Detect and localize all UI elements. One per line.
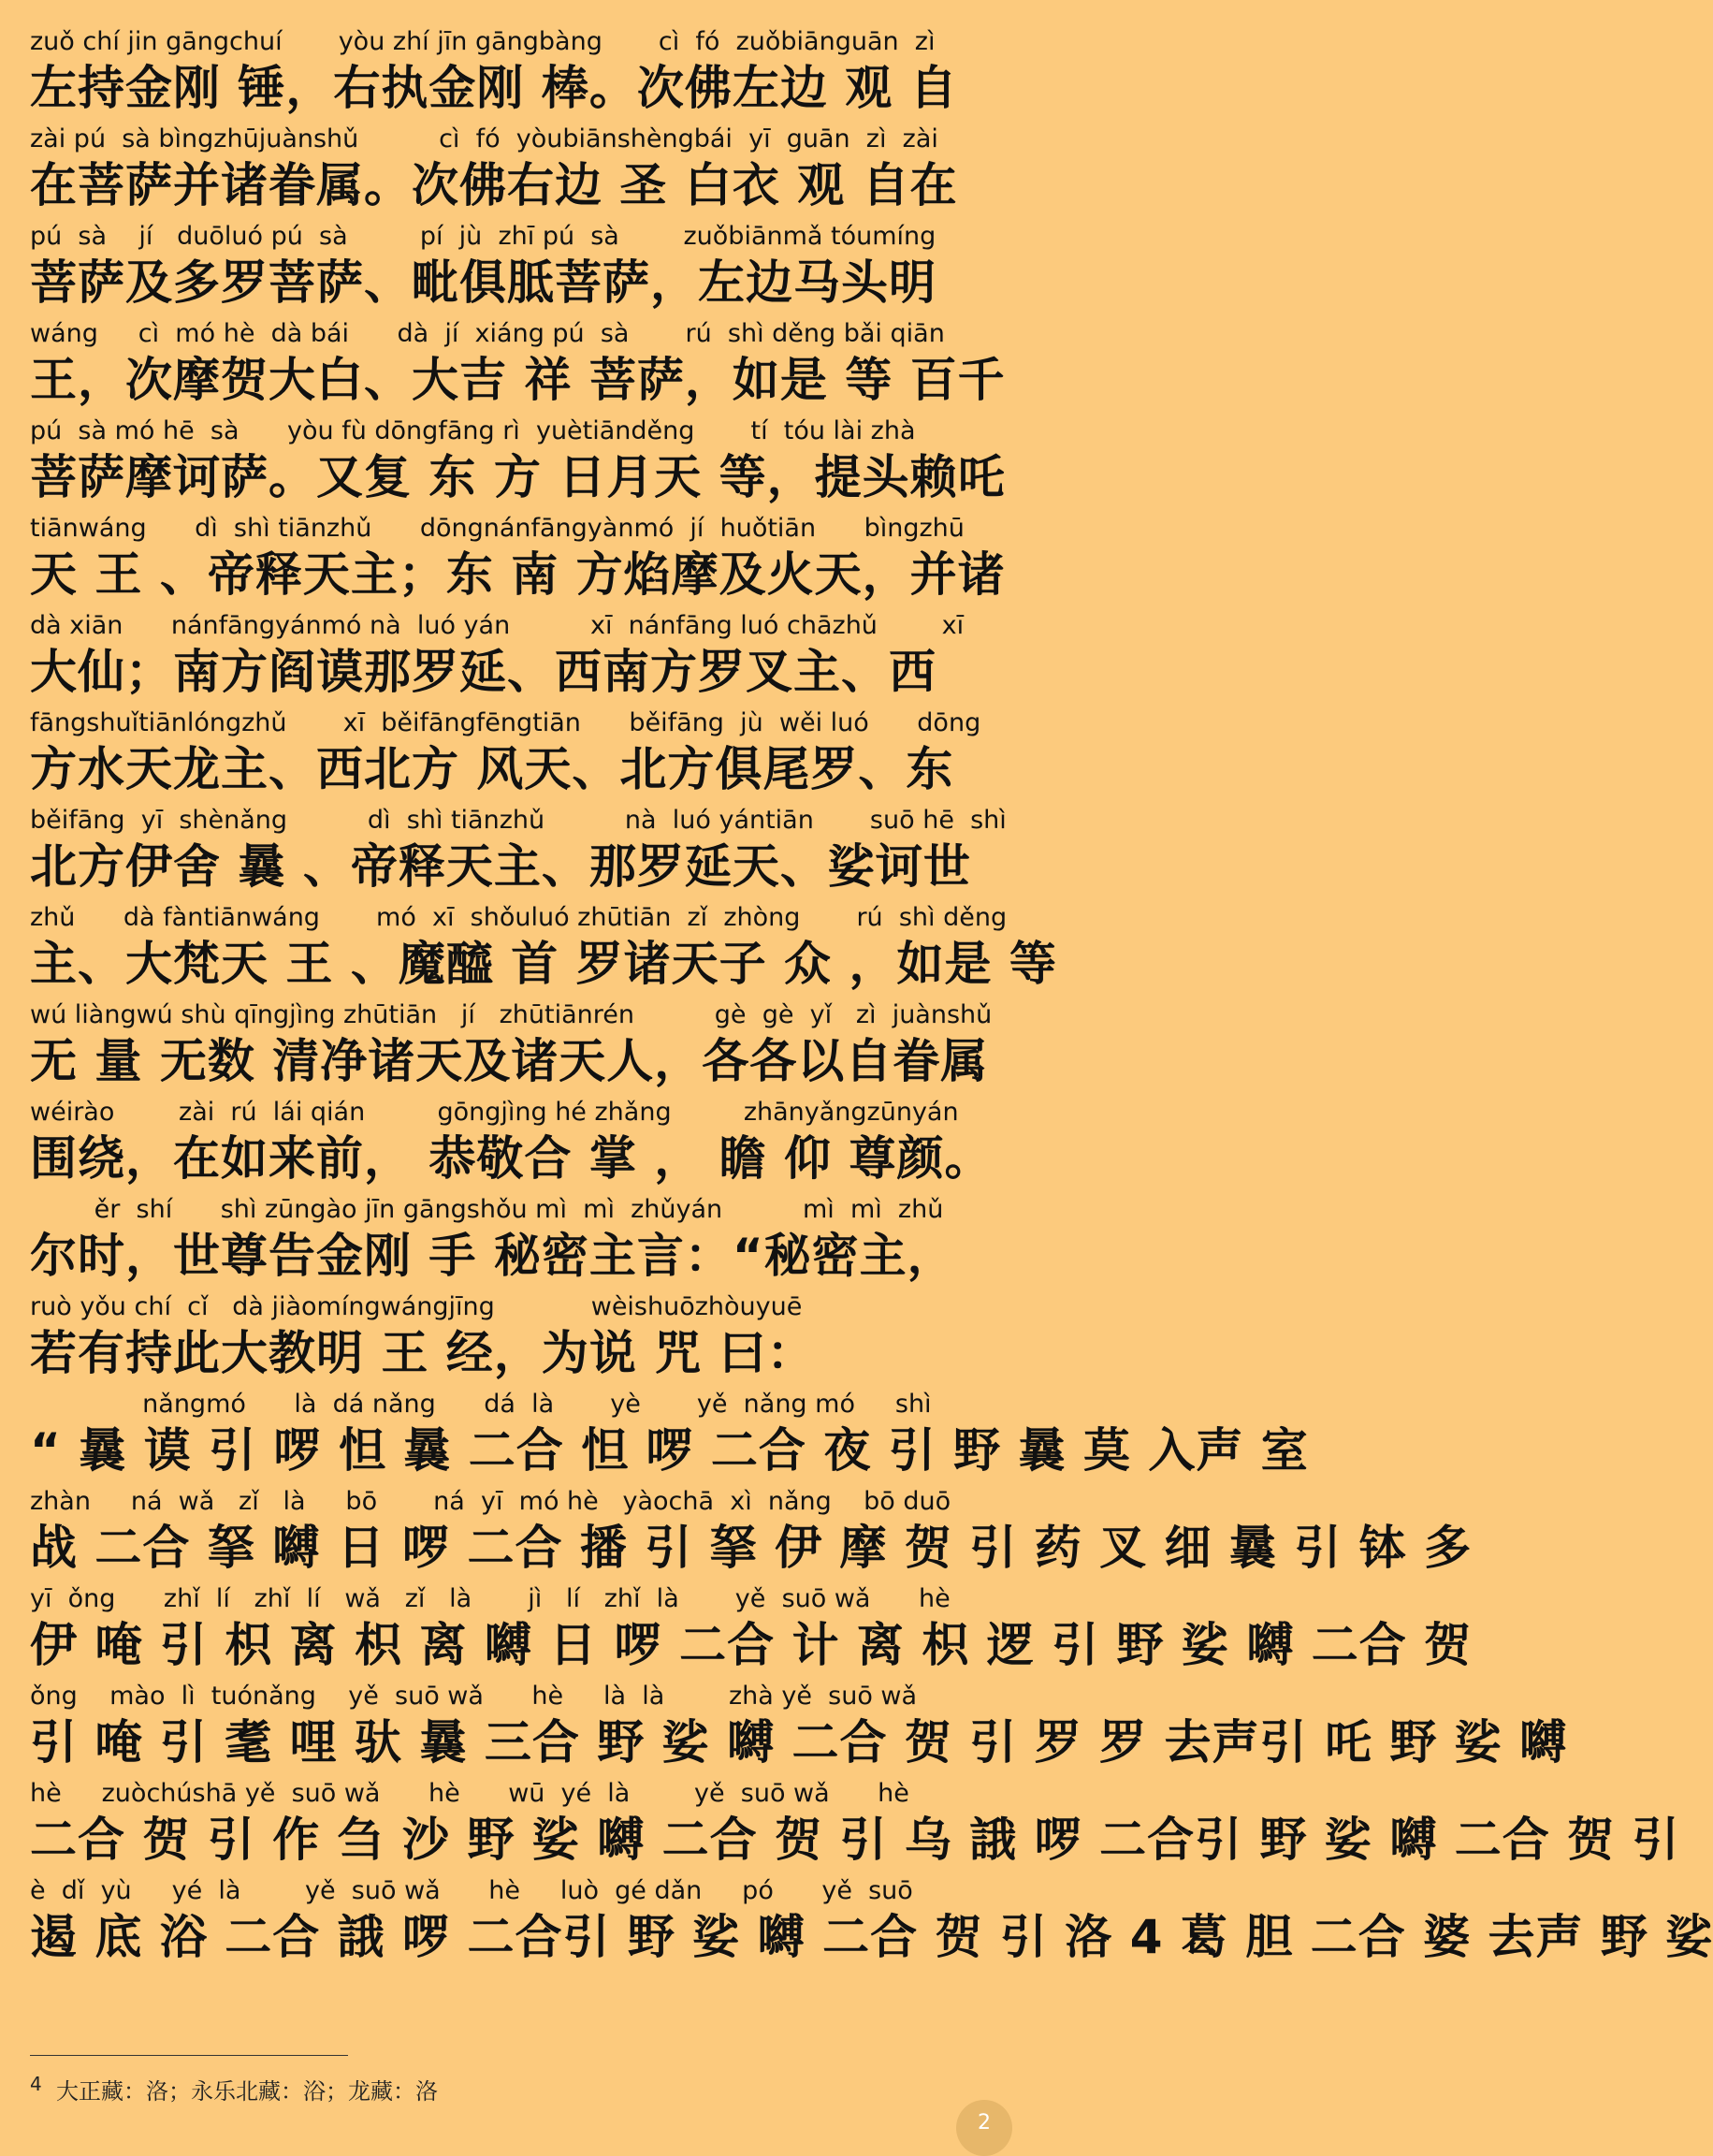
text-line	[30, 26, 984, 118]
pinyin-line: wú liàngwú shù qīngjìng zhūtiān jí zhūtiānrén gè gè yǐ zì juànshǔ	[30, 1000, 993, 1029]
footnote-divider	[30, 2055, 348, 2056]
text-line	[30, 1681, 1568, 1772]
pinyin-line: zhàn ná wǎ zǐ là bō ná yī mó hè yàochā xì nǎng bō duō	[30, 1487, 951, 1516]
text-line	[30, 415, 1006, 507]
hanzi-line: 大仙；南方阎谟那罗延、西南方罗叉主、西	[30, 645, 936, 699]
pinyin-line: hè zuòchúshā yě suō wǎ hè wū yé là yě suō wǎ hè	[30, 1779, 909, 1808]
hanzi-line: 若有持此大教明 王 经，为说 咒 曰：	[30, 1326, 815, 1380]
hanzi-line: 尔时，世尊告金刚 手 秘密主言：“秘密主，	[30, 1229, 955, 1283]
text-line	[30, 1778, 1680, 1870]
pinyin-line: tiānwáng dì shì tiānzhǔ dōngnánfāngyànmó jí huǒtiān bìngzhū	[30, 514, 965, 543]
pinyin-line: yī ǒng zhǐ lí zhǐ lí wǎ zǐ là jì lí zhǐ là yě suō wǎ hè	[30, 1584, 951, 1613]
pinyin-line: zuǒ chí jin gāngchuí yòu zhí jīn gāngbàng cì fó zuǒbiānguān zì	[30, 27, 936, 56]
page-number-badge: 2	[956, 2100, 1012, 2156]
hanzi-line: 天 王 、帝释天主；东 南 方焰摩及火天，并诸	[30, 547, 1006, 602]
pinyin-line: ruò yǒu chí cǐ dà jiàomíngwángjīng wèishuōzhòuyuē	[30, 1292, 803, 1321]
text-line	[30, 902, 1057, 994]
pinyin-line: fāngshuǐtiānlóngzhǔ xī běifāngfēngtiān běifāng jù wěi luó dōng	[30, 708, 981, 737]
text-line	[30, 707, 984, 799]
hanzi-line: 主、大梵天 王 、魔醯 首 罗诸天子 众 ，如是 等	[30, 937, 1057, 991]
pinyin-line: nǎngmó là dá nǎng dá là yè yě nǎng mó shì	[30, 1390, 932, 1419]
pinyin-line: pú sà jí duōluó pú sà pí jù zhī pú sà zuǒbiānmǎ tóumíng	[30, 222, 936, 251]
text-line	[30, 1194, 984, 1286]
pinyin-line: wáng cì mó hè dà bái dà jí xiáng pú sà rú shì děng bǎi qiān	[30, 319, 945, 348]
hanzi-line: 方水天龙主、西北方 风天、北方俱尾罗、东	[30, 742, 954, 796]
hanzi-line: 无 量 无数 清净诸天及诸天人，各各以自眷属	[30, 1034, 989, 1088]
text-line	[30, 610, 984, 702]
text-line	[30, 1486, 1473, 1578]
hanzi-line: 围绕，在如来前， 恭敬合 掌 ， 瞻 仰 尊颜。	[30, 1131, 993, 1186]
hanzi-line: 引 唵 引 耄 哩 驮 曩 三合 野 娑 嚩 二合 贺 引 罗 罗 去声引 吒 野 娑 嚩	[30, 1715, 1568, 1770]
pinyin-line: pú sà mó hē sà yòu fù dōngfāng rì yuètiānděng tí tóu lài zhà	[30, 416, 916, 445]
text-line	[30, 221, 984, 313]
hanzi-line: 遏 底 浴 二合 誐 啰 二合引 野 娑 嚩 二合 贺 引 洛 4 葛 胆 二合 婆 去声 野 娑	[30, 1910, 1713, 1964]
pinyin-line: běifāng yī shènǎng dì shì tiānzhǔ nà luó yántiān suō hē shì	[30, 806, 1007, 835]
text-line	[30, 124, 984, 215]
hanzi-line: 菩萨及多罗菩萨、毗俱胝菩萨，左边马头明	[30, 255, 936, 310]
text-line	[30, 318, 1006, 410]
text-line	[30, 805, 1007, 896]
pinyin-line: ǒng mào lì tuónǎng yě suō wǎ hè là là zhà yě suō wǎ	[30, 1682, 918, 1711]
text-line	[30, 1291, 984, 1383]
text-line	[30, 1389, 1309, 1480]
text-line	[30, 999, 993, 1091]
hanzi-line: 北方伊舍 曩 、帝释天主、那罗延天、娑诃世	[30, 839, 971, 894]
text-line	[30, 1875, 1713, 1967]
hanzi-line: “ 曩 谟 引 啰 怛 曩 二合 怛 啰 二合 夜 引 野 曩 莫 入声 室	[30, 1423, 1309, 1478]
pinyin-line: dà xiān nánfāngyánmó nà luó yán xī nánfāng luó chāzhǔ xī	[30, 611, 965, 640]
hanzi-line: 菩萨摩诃萨。又复 东 方 日月天 等，提头赖吒	[30, 450, 1006, 504]
pinyin-line: ěr shí shì zūngào jīn gāngshǒu mì mì zhǔyán mì mì zhǔ	[30, 1195, 944, 1224]
text-line	[30, 513, 1006, 605]
pinyin-line: zài pú sà bìngzhūjuànshǔ cì fó yòubiānshèngbái yī guān zì zài	[30, 124, 938, 153]
text-line	[30, 1583, 1473, 1675]
pinyin-line: è dǐ yù yé là yě suō wǎ hè luò gé dǎn pó yě suō	[30, 1876, 913, 1905]
hanzi-line: 二合 贺 引 作 刍 沙 野 娑 嚩 二合 贺 引 乌 誐 啰 二合引 野 娑 嚩 二合 贺 引	[30, 1813, 1680, 1867]
pinyin-line: zhǔ dà fàntiānwáng mó xī shǒuluó zhūtiān zǐ zhòng rú shì děng	[30, 903, 1008, 932]
pinyin-line: wéirào zài rú lái qián gōngjìng hé zhǎng zhānyǎngzūnyán	[30, 1098, 959, 1127]
hanzi-line: 在菩萨并诸眷属。次佛右边 圣 白衣 观 自在	[30, 158, 958, 212]
footnote-text: 大正藏：洛；永乐北藏：浴；龙藏：洛	[56, 2078, 438, 2105]
text-line	[30, 1097, 993, 1188]
footnote-marker: 4	[30, 2073, 42, 2095]
hanzi-line: 战 二合 拏 嚩 日 啰 二合 播 引 拏 伊 摩 贺 引 药 叉 细 曩 引 钵 多	[30, 1521, 1473, 1575]
hanzi-line: 伊 唵 引 枳 离 枳 离 嚩 日 啰 二合 计 离 枳 逻 引 野 娑 嚩 二合 贺	[30, 1618, 1473, 1672]
hanzi-line: 王，次摩贺大白、大吉 祥 菩萨，如是 等 百千	[30, 353, 1006, 407]
hanzi-line: 左持金刚 锤，右执金刚 棒。次佛左边 观 自	[30, 61, 958, 115]
footnote	[30, 2070, 438, 2105]
